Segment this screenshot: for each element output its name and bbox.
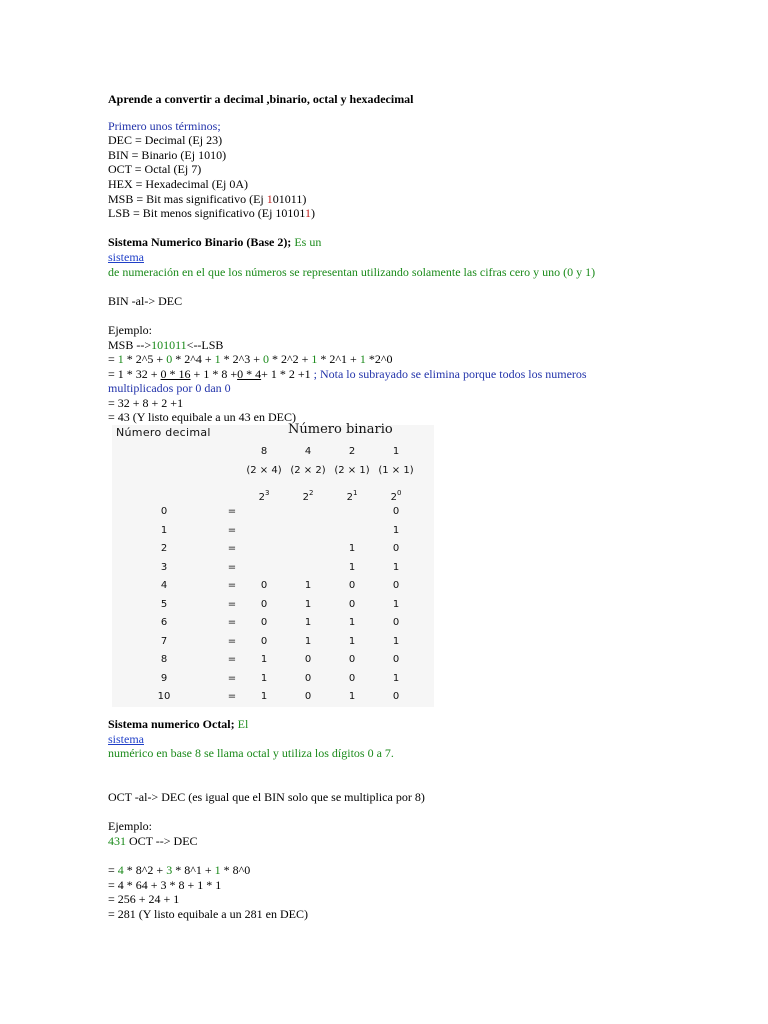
table-row-bit: 0 <box>392 691 400 703</box>
table-weight: 8 <box>260 446 268 458</box>
table-weight: 4 <box>304 446 312 458</box>
table-row-decimal: 6 <box>160 617 168 629</box>
table-row-decimal: 10 <box>157 691 171 703</box>
table-row-bit: 1 <box>260 654 268 666</box>
term-dec: DEC = Decimal (Ej 23) <box>108 133 223 148</box>
table-row-equals: = <box>227 617 237 629</box>
table-row-bit: 0 <box>304 672 312 684</box>
table-row-bit: 1 <box>392 524 400 536</box>
table-weight: 2 <box>348 446 356 458</box>
table-row-decimal: 8 <box>160 654 168 666</box>
terms-block <box>108 119 668 221</box>
table-row-decimal: 0 <box>160 506 168 518</box>
table-row-decimal: 9 <box>160 672 168 684</box>
table-row-bit: 0 <box>392 543 400 555</box>
underline-note: ; Nota lo subrayado se elimina porque todos los numeros multiplicados por 0 dan 0 <box>108 366 587 396</box>
page-title: Aprende a convertir a decimal ,binario, octal y hexadecimal <box>108 92 414 106</box>
binary-product-line: = 1 * 32 + 0 * 16 + 1 * 8 +0 * 4+ 1 * 2 +1 ; Nota lo subrayado se elimina porque todos los numeros multiplicados por 0 dan 0 <box>108 366 587 396</box>
table-row-bit: 1 <box>304 635 312 647</box>
table-row-bit: 1 <box>348 691 356 703</box>
table-row-bit: 0 <box>392 654 400 666</box>
oct-to-dec-label: OCT -al-> DEC (es igual que el BIN solo que se multiplica por 8) <box>108 790 425 805</box>
binary-sistema-link[interactable]: sistema <box>108 249 144 264</box>
table-row-bit: 1 <box>392 672 400 684</box>
table-row-decimal: 7 <box>160 635 168 647</box>
binary-expansion: = 1 * 2^5 + 0 * 2^4 + 1 * 2^3 + 0 * 2^2 + 1 * 2^1 + 1 *2^0 <box>108 352 393 367</box>
table-row-bit: 1 <box>304 580 312 592</box>
table-row-bit: 1 <box>348 543 356 555</box>
table-row-bit: 0 <box>260 617 268 629</box>
table-binary-header: Número binario <box>288 422 393 438</box>
table-row-bit: 0 <box>260 635 268 647</box>
table-decimal-header: Número decimal <box>116 426 211 440</box>
table-row-bit: 1 <box>304 598 312 610</box>
table-row-bit: 1 <box>392 598 400 610</box>
table-row-equals: = <box>227 543 237 555</box>
binary-result-line: = 43 (Y listo equibale a un 43 en DEC) <box>108 410 296 425</box>
table-row-bit: 0 <box>260 580 268 592</box>
table-row-equals: = <box>227 654 237 666</box>
binary-description: de numeración en el que los números se representan utilizando solamente las cifras cero y uno (0 y 1) <box>108 264 596 279</box>
table-row-bit: 1 <box>348 617 356 629</box>
binary-example-label: Ejemplo: <box>108 322 152 337</box>
table-product: (2 × 2) <box>290 465 326 477</box>
table-row-bit: 1 <box>348 561 356 573</box>
binary-heading: Sistema Numerico Binario (Base 2); Es un <box>108 235 322 250</box>
term-bin: BIN = Binario (Ej 1010) <box>108 147 227 162</box>
table-product: (2 × 4) <box>246 465 282 477</box>
table-power: $2^2$ <box>302 489 314 504</box>
table-product: (2 × 1) <box>334 465 370 477</box>
table-row-decimal: 4 <box>160 580 168 592</box>
table-row-equals: = <box>227 524 237 536</box>
binary-sum-line: = 32 + 8 + 2 +1 <box>108 395 184 410</box>
table-row-bit: 1 <box>304 617 312 629</box>
table-weight: 1 <box>392 446 400 458</box>
term-msb: MSB = Bit mas significativo (Ej 101011) <box>108 191 307 206</box>
table-power: $2^1$ <box>346 489 358 504</box>
table-row-equals: = <box>227 598 237 610</box>
octal-sum-line: = 256 + 24 + 1 <box>108 892 180 907</box>
octal-section <box>108 717 668 921</box>
table-row-bit: 0 <box>392 506 400 518</box>
bin-to-dec-label: BIN -al-> DEC <box>108 293 183 308</box>
octal-expansion: = 4 * 8^2 + 3 * 8^1 + 1 * 8^0 <box>108 863 251 877</box>
table-row-decimal: 5 <box>160 598 168 610</box>
table-row-decimal: 1 <box>160 524 168 536</box>
msb-lsb-line: MSB -->101011<--LSB <box>108 337 224 352</box>
octal-example-label: Ejemplo: <box>108 819 152 834</box>
octal-result-line: = 281 (Y listo equibale a un 281 en DEC) <box>108 906 308 921</box>
table-row-bit: 0 <box>260 598 268 610</box>
table-row-equals: = <box>227 672 237 684</box>
document <box>108 92 668 921</box>
table-row-bit: 1 <box>392 635 400 647</box>
table-row-equals: = <box>227 635 237 647</box>
octal-heading: Sistema numerico Octal; El <box>108 717 249 732</box>
table-row-bit: 1 <box>348 635 356 647</box>
table-row-bit: 0 <box>348 598 356 610</box>
table-row-equals: = <box>227 691 237 703</box>
term-lsb: LSB = Bit menos significativo (Ej 101011) <box>108 206 315 221</box>
table-row-decimal: 2 <box>160 543 168 555</box>
term-hex: HEX = Hexadecimal (Ej 0A) <box>108 176 249 191</box>
table-row-bit: 0 <box>348 672 356 684</box>
binary-table <box>112 422 434 707</box>
octal-product-line: = 4 * 64 + 3 * 8 + 1 * 1 <box>108 877 222 892</box>
binary-section <box>108 235 668 425</box>
octal-sistema-link[interactable]: sistema <box>108 731 144 746</box>
table-row-equals: = <box>227 580 237 592</box>
octal-number-line: 431 OCT --> DEC <box>108 833 198 848</box>
table-row-bit: 0 <box>304 654 312 666</box>
table-row-equals: = <box>227 506 237 518</box>
table-row-bit: 0 <box>392 617 400 629</box>
terms-intro: Primero unos términos; <box>108 118 221 133</box>
table-power: $2^3$ <box>258 489 270 504</box>
table-product: (1 × 1) <box>378 465 414 477</box>
table-row-bit: 0 <box>348 654 356 666</box>
table-power: $2^0$ <box>390 489 402 504</box>
table-row-bit: 0 <box>304 691 312 703</box>
table-row-bit: 1 <box>260 691 268 703</box>
table-row-decimal: 3 <box>160 561 168 573</box>
table-row-bit: 0 <box>348 580 356 592</box>
term-oct: OCT = Octal (Ej 7) <box>108 162 202 177</box>
table-row-bit: 0 <box>392 580 400 592</box>
table-row-bit: 1 <box>260 672 268 684</box>
table-row-equals: = <box>227 561 237 573</box>
octal-description: numérico en base 8 se llama octal y utiliza los dígitos 0 a 7. <box>108 746 394 761</box>
table-row-bit: 1 <box>392 561 400 573</box>
